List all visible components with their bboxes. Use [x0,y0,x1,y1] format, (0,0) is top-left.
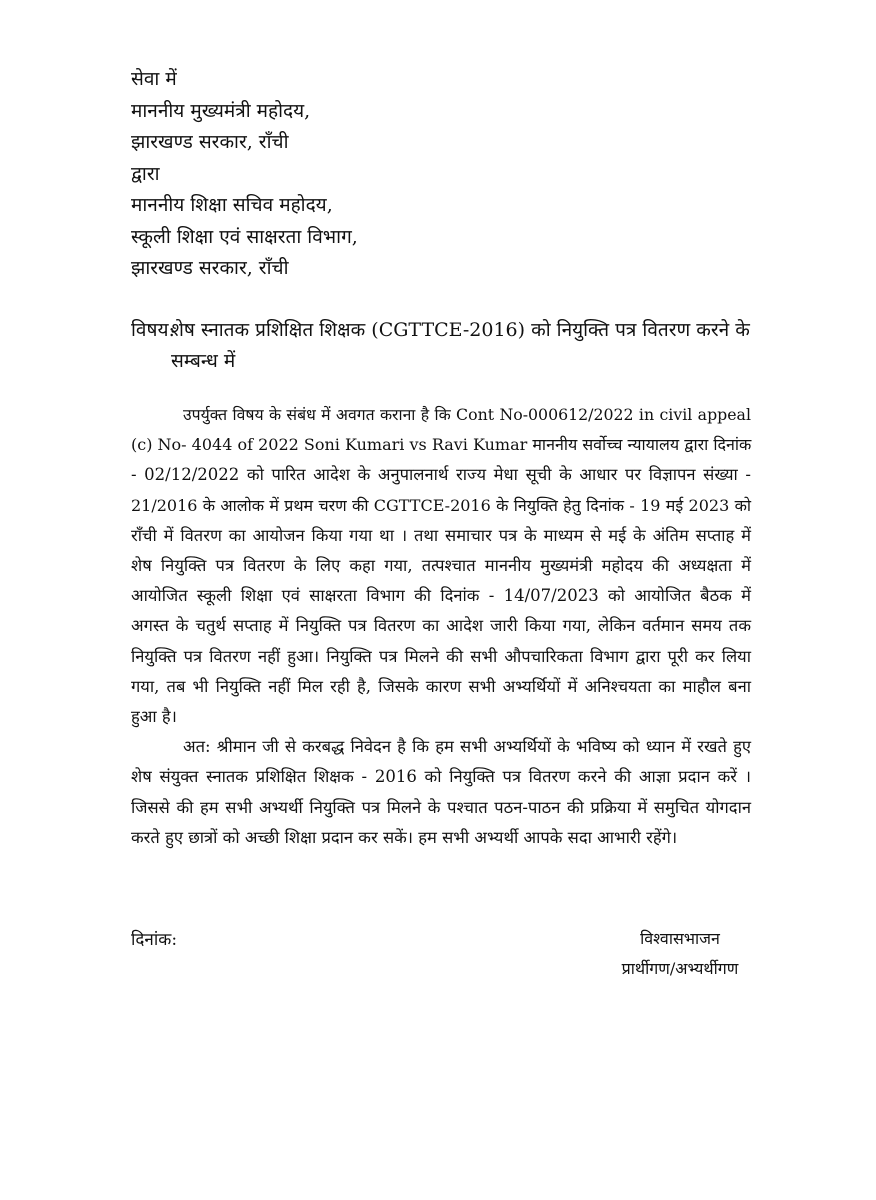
body-line: गया, तब भी नियुक्ति नहीं मिल रही है, जिसके कारण सभी अभ्यर्थियों में अनिश्चयता का माहौल बना [131,676,751,696]
address-line: झारखण्ड सरकार, राँची [131,257,289,279]
closing-block [600,924,760,984]
body-line: शेष नियुक्ति पत्र वितरण के लिए कहा गया, तत्पश्चात माननीय मुख्यमंत्री महोदय की अध्यक्षता में [131,556,751,576]
closing-salutation: विश्वासभाजन [640,929,720,948]
body-paragraph-2 [131,732,751,853]
signatory: प्रार्थीगण/अभ्यर्थीगण [621,959,739,978]
body-paragraph-1 [131,400,751,732]
subject-block [131,315,771,377]
address-line: द्वारा [131,162,160,185]
subject-text: शेष स्नातक प्रशिक्षित शिक्षक (CGTTCE-2016) को नियुक्ति पत्र वितरण करने के [171,319,750,341]
recipient-address [131,64,731,285]
subject-text-continued: सम्बन्ध में [171,350,236,372]
body-line: शेष संयुक्त स्नातक प्रशिक्षित शिक्षक - 2016 को नियुक्ति पत्र वितरण करने की आज्ञा प्रदान करें । [131,767,751,787]
address-line: झारखण्ड सरकार, राँची [131,131,289,153]
body-line: - 02/12/2022 को पारित आदेश के अनुपालनार्थ राज्य मेधा सूची के आधार पर विज्ञापन संख्या - [131,465,751,485]
body-line: (c) No- 4044 of 2022 Soni Kumari vs Ravi Kumar माननीय सर्वोच्च न्यायालय द्वारा दिनांक [131,435,752,455]
body-line: करते हुए छात्रों को अच्छी शिक्षा प्रदान कर सकें। हम सभी अभ्यर्थी आपके सदा आभारी रहेंगे। [131,827,678,847]
body-line: नियुक्ति पत्र वितरण नहीं हुआ। नियुक्ति पत्र मिलने की सभी औपचारिकता विभाग द्वारा पूरी कर लिया [131,646,751,666]
address-line: स्कूली शिक्षा एवं साक्षरता विभाग, [131,225,358,248]
address-line: माननीय मुख्यमंत्री महोदय, [131,99,311,122]
body-line: अगस्त के चतुर्थ सप्ताह में नियुक्ति पत्र वितरण का आदेश जारी किया गया, लेकिन वर्तमान समय तक [131,616,751,636]
body-line: 21/2016 के आलोक में प्रथम चरण की CGTTCE-2016 के नियुक्ति हेतु दिनांक - 19 मई 2023 को [131,495,751,515]
body-line: राँची में वितरण का आयोजन किया गया था । तथा समाचार पत्र के माध्यम से मई के अंतिम सप्ताह में [131,525,751,545]
body-line: उपर्युक्त विषय के संबंध में अवगत कराना है कि Cont No-000612/2022 in civil appeal [183,405,751,424]
date-label: दिनांक: [131,930,178,950]
letter-body [131,400,751,853]
body-line: जिससे की हम सभी अभ्यर्थी नियुक्ति पत्र मिलने के पश्चात पठन-पाठन की प्रक्रिया में समुचित योगदान [131,797,751,817]
body-line: आयोजित स्कूली शिक्षा एवं साक्षरता विभाग की दिनांक - 14/07/2023 को आयोजित बैठक में [131,586,751,606]
address-line: सेवा में [131,68,177,90]
body-line: हुआ है। [131,707,177,727]
address-line: माननीय शिक्षा सचिव महोदय, [131,194,333,216]
body-line: अत: श्रीमान जी से करबद्ध निवेदन है कि हम सभी अभ्यर्थियों के भविष्य को ध्यान में रखते हुए [183,737,751,757]
subject-label: विषय: [131,319,175,341]
